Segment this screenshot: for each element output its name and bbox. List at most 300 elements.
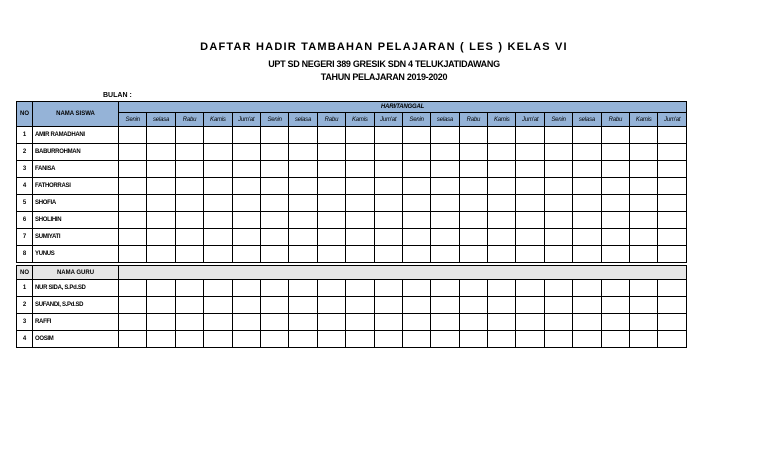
attendance-cell[interactable] xyxy=(317,144,345,161)
attendance-cell[interactable] xyxy=(147,229,175,246)
attendance-cell[interactable] xyxy=(260,144,288,161)
attendance-cell[interactable] xyxy=(119,212,147,229)
attendance-cell[interactable] xyxy=(175,331,203,348)
day-header: Rabu xyxy=(459,113,487,127)
student-number: 2 xyxy=(17,144,33,161)
attendance-cell[interactable] xyxy=(346,195,374,212)
day-header: Rabu xyxy=(175,113,203,127)
attendance-cell[interactable] xyxy=(260,314,288,331)
attendance-cell[interactable] xyxy=(260,229,288,246)
attendance-cell[interactable] xyxy=(232,229,260,246)
attendance-cell[interactable] xyxy=(402,144,430,161)
attendance-cell[interactable] xyxy=(147,212,175,229)
attendance-cell[interactable] xyxy=(147,127,175,144)
attendance-cell[interactable] xyxy=(147,195,175,212)
attendance-cell[interactable] xyxy=(346,331,374,348)
attendance-cell[interactable] xyxy=(175,297,203,314)
student-number: 7 xyxy=(17,229,33,246)
attendance-cell[interactable] xyxy=(402,212,430,229)
attendance-cell[interactable] xyxy=(488,212,516,229)
attendance-cell[interactable] xyxy=(630,280,658,297)
attendance-cell[interactable] xyxy=(317,297,345,314)
day-header: selasa xyxy=(147,113,175,127)
attendance-cell[interactable] xyxy=(346,246,374,263)
attendance-cell[interactable] xyxy=(147,280,175,297)
attendance-cell[interactable] xyxy=(459,161,487,178)
attendance-cell[interactable] xyxy=(317,229,345,246)
attendance-cell[interactable] xyxy=(544,195,572,212)
attendance-cell[interactable] xyxy=(516,331,544,348)
attendance-cell[interactable] xyxy=(204,212,232,229)
attendance-cell[interactable] xyxy=(374,297,402,314)
student-row xyxy=(17,229,687,246)
attendance-cell[interactable] xyxy=(260,178,288,195)
attendance-cell[interactable] xyxy=(346,144,374,161)
attendance-cell[interactable] xyxy=(289,144,317,161)
attendance-cell[interactable] xyxy=(147,297,175,314)
teacher-row xyxy=(17,331,687,348)
attendance-cell[interactable] xyxy=(119,161,147,178)
attendance-cell[interactable] xyxy=(402,280,430,297)
attendance-cell[interactable] xyxy=(658,297,687,314)
attendance-cell[interactable] xyxy=(232,331,260,348)
attendance-cell[interactable] xyxy=(317,195,345,212)
attendance-cell[interactable] xyxy=(289,212,317,229)
attendance-cell[interactable] xyxy=(402,178,430,195)
attendance-cell[interactable] xyxy=(459,331,487,348)
attendance-cell[interactable] xyxy=(544,314,572,331)
attendance-cell[interactable] xyxy=(431,127,459,144)
attendance-cell[interactable] xyxy=(544,161,572,178)
attendance-cell[interactable] xyxy=(516,161,544,178)
school-name: UPT SD NEGERI 389 GRESIK SDN 4 TELUKJATIDAWANG xyxy=(268,59,500,69)
attendance-cell[interactable] xyxy=(204,127,232,144)
attendance-cell[interactable] xyxy=(516,127,544,144)
attendance-cell[interactable] xyxy=(544,297,572,314)
attendance-cell[interactable] xyxy=(601,229,629,246)
attendance-cell[interactable] xyxy=(573,212,601,229)
attendance-cell[interactable] xyxy=(630,195,658,212)
attendance-cell[interactable] xyxy=(260,161,288,178)
attendance-cell[interactable] xyxy=(317,280,345,297)
student-row xyxy=(17,161,687,178)
attendance-cell[interactable] xyxy=(175,280,203,297)
student-name: YUNUS xyxy=(33,246,119,263)
attendance-cell[interactable] xyxy=(119,297,147,314)
attendance-cell[interactable] xyxy=(260,127,288,144)
attendance-cell[interactable] xyxy=(260,297,288,314)
attendance-cell[interactable] xyxy=(459,127,487,144)
attendance-cell[interactable] xyxy=(544,246,572,263)
attendance-cell[interactable] xyxy=(488,331,516,348)
attendance-cell[interactable] xyxy=(346,178,374,195)
student-name-column-header: NAMA SISWA xyxy=(33,102,119,127)
attendance-cell[interactable] xyxy=(147,331,175,348)
attendance-cell[interactable] xyxy=(402,331,430,348)
attendance-cell[interactable] xyxy=(260,280,288,297)
attendance-cell[interactable] xyxy=(317,212,345,229)
attendance-cell[interactable] xyxy=(147,314,175,331)
attendance-cell[interactable] xyxy=(488,144,516,161)
attendance-cell[interactable] xyxy=(431,229,459,246)
attendance-cell[interactable] xyxy=(544,144,572,161)
teacher-name: NUR SIDA, S.Pd.SD xyxy=(33,280,119,297)
attendance-cell[interactable] xyxy=(630,127,658,144)
attendance-cell[interactable] xyxy=(204,314,232,331)
attendance-cell[interactable] xyxy=(459,178,487,195)
attendance-cell[interactable] xyxy=(374,127,402,144)
attendance-cell[interactable] xyxy=(516,314,544,331)
attendance-cell[interactable] xyxy=(601,280,629,297)
attendance-cell[interactable] xyxy=(289,127,317,144)
attendance-cell[interactable] xyxy=(573,280,601,297)
student-name: AMIR RAMADHANI xyxy=(33,127,119,144)
attendance-cell[interactable] xyxy=(374,331,402,348)
attendance-cell[interactable] xyxy=(346,314,374,331)
attendance-cell[interactable] xyxy=(601,178,629,195)
attendance-cell[interactable] xyxy=(431,212,459,229)
attendance-cell[interactable] xyxy=(573,178,601,195)
attendance-cell[interactable] xyxy=(573,229,601,246)
student-name: FANISA xyxy=(33,161,119,178)
attendance-cell[interactable] xyxy=(374,161,402,178)
attendance-cell[interactable] xyxy=(630,229,658,246)
attendance-cell[interactable] xyxy=(204,229,232,246)
attendance-cell[interactable] xyxy=(431,331,459,348)
teacher-number: 1 xyxy=(17,280,33,297)
day-header: Senin xyxy=(119,113,147,127)
attendance-cell[interactable] xyxy=(573,314,601,331)
attendance-cell[interactable] xyxy=(431,314,459,331)
attendance-cell[interactable] xyxy=(374,195,402,212)
attendance-cell[interactable] xyxy=(516,144,544,161)
student-number: 6 xyxy=(17,212,33,229)
attendance-cell[interactable] xyxy=(544,331,572,348)
attendance-cell[interactable] xyxy=(119,246,147,263)
attendance-cell[interactable] xyxy=(147,144,175,161)
attendance-cell[interactable] xyxy=(573,246,601,263)
attendance-cell[interactable] xyxy=(431,161,459,178)
attendance-cell[interactable] xyxy=(459,280,487,297)
teacher-number: 3 xyxy=(17,314,33,331)
attendance-cell[interactable] xyxy=(204,297,232,314)
attendance-cell[interactable] xyxy=(289,246,317,263)
attendance-cell[interactable] xyxy=(658,127,687,144)
student-name: SUMIYATI xyxy=(33,229,119,246)
attendance-cell[interactable] xyxy=(119,331,147,348)
attendance-cell[interactable] xyxy=(402,127,430,144)
attendance-cell[interactable] xyxy=(488,229,516,246)
attendance-cell[interactable] xyxy=(601,195,629,212)
attendance-cell[interactable] xyxy=(516,195,544,212)
attendance-cell[interactable] xyxy=(601,246,629,263)
attendance-cell[interactable] xyxy=(289,229,317,246)
student-name: BABURROHMAN xyxy=(33,144,119,161)
day-header: selasa xyxy=(573,113,601,127)
attendance-cell[interactable] xyxy=(317,127,345,144)
attendance-cell[interactable] xyxy=(431,280,459,297)
attendance-cell[interactable] xyxy=(374,314,402,331)
attendance-cell[interactable] xyxy=(516,280,544,297)
attendance-cell[interactable] xyxy=(516,297,544,314)
attendance-cell[interactable] xyxy=(573,161,601,178)
attendance-cell[interactable] xyxy=(630,331,658,348)
month-label: BULAN : xyxy=(103,92,132,99)
attendance-cell[interactable] xyxy=(573,127,601,144)
attendance-cell[interactable] xyxy=(119,280,147,297)
attendance-cell[interactable] xyxy=(488,127,516,144)
attendance-cell[interactable] xyxy=(402,246,430,263)
attendance-cell[interactable] xyxy=(374,178,402,195)
attendance-cell[interactable] xyxy=(573,297,601,314)
attendance-cell[interactable] xyxy=(544,178,572,195)
attendance-cell[interactable] xyxy=(119,314,147,331)
attendance-cell[interactable] xyxy=(289,297,317,314)
attendance-cell[interactable] xyxy=(601,127,629,144)
attendance-cell[interactable] xyxy=(260,212,288,229)
attendance-cell[interactable] xyxy=(346,212,374,229)
attendance-cell[interactable] xyxy=(232,195,260,212)
attendance-cell[interactable] xyxy=(232,212,260,229)
attendance-cell[interactable] xyxy=(289,178,317,195)
attendance-cell[interactable] xyxy=(175,161,203,178)
day-header: Jum'at xyxy=(374,113,402,127)
teacher-number: 4 xyxy=(17,331,33,348)
attendance-cell[interactable] xyxy=(459,212,487,229)
attendance-cell[interactable] xyxy=(260,246,288,263)
attendance-cell[interactable] xyxy=(544,280,572,297)
attendance-cell[interactable] xyxy=(232,280,260,297)
attendance-cell[interactable] xyxy=(175,229,203,246)
day-header: Jum'at xyxy=(658,113,687,127)
attendance-cell[interactable] xyxy=(630,297,658,314)
attendance-cell[interactable] xyxy=(516,178,544,195)
attendance-cell[interactable] xyxy=(431,297,459,314)
attendance-cell[interactable] xyxy=(346,280,374,297)
day-header: selasa xyxy=(289,113,317,127)
attendance-cell[interactable] xyxy=(260,331,288,348)
attendance-cell[interactable] xyxy=(204,195,232,212)
teacher-row xyxy=(17,297,687,314)
attendance-cell[interactable] xyxy=(232,297,260,314)
attendance-cell[interactable] xyxy=(147,161,175,178)
day-header: Kamis xyxy=(346,113,374,127)
attendance-cell[interactable] xyxy=(601,331,629,348)
attendance-cell[interactable] xyxy=(204,246,232,263)
attendance-cell[interactable] xyxy=(204,178,232,195)
student-row xyxy=(17,246,687,263)
attendance-cell[interactable] xyxy=(402,229,430,246)
attendance-cell[interactable] xyxy=(374,212,402,229)
student-number: 4 xyxy=(17,178,33,195)
attendance-cell[interactable] xyxy=(204,280,232,297)
attendance-cell[interactable] xyxy=(374,144,402,161)
attendance-cell[interactable] xyxy=(147,246,175,263)
attendance-cell[interactable] xyxy=(232,246,260,263)
attendance-cell[interactable] xyxy=(232,314,260,331)
attendance-cell[interactable] xyxy=(317,246,345,263)
attendance-cell[interactable] xyxy=(573,195,601,212)
attendance-cell[interactable] xyxy=(346,229,374,246)
attendance-cell[interactable] xyxy=(658,229,687,246)
student-number: 1 xyxy=(17,127,33,144)
attendance-cell[interactable] xyxy=(232,127,260,144)
attendance-cell[interactable] xyxy=(232,178,260,195)
teacher-header-fill xyxy=(119,266,687,280)
attendance-cell[interactable] xyxy=(317,161,345,178)
attendance-cell[interactable] xyxy=(459,314,487,331)
attendance-cell[interactable] xyxy=(346,297,374,314)
attendance-cell[interactable] xyxy=(459,297,487,314)
student-number: 3 xyxy=(17,161,33,178)
student-row xyxy=(17,212,687,229)
attendance-cell[interactable] xyxy=(175,127,203,144)
student-name: SHOFIA xyxy=(33,195,119,212)
attendance-cell[interactable] xyxy=(374,246,402,263)
attendance-cell[interactable] xyxy=(488,195,516,212)
day-header: Rabu xyxy=(601,113,629,127)
day-header: selasa xyxy=(431,113,459,127)
day-header: Kamis xyxy=(630,113,658,127)
attendance-cell[interactable] xyxy=(402,297,430,314)
attendance-cell[interactable] xyxy=(544,127,572,144)
attendance-cell[interactable] xyxy=(289,331,317,348)
attendance-cell[interactable] xyxy=(175,314,203,331)
student-name: FATHORRASI xyxy=(33,178,119,195)
attendance-cell[interactable] xyxy=(175,246,203,263)
teacher-number: 2 xyxy=(17,297,33,314)
attendance-cell[interactable] xyxy=(289,195,317,212)
attendance-cell[interactable] xyxy=(573,144,601,161)
attendance-cell[interactable] xyxy=(346,127,374,144)
attendance-cell[interactable] xyxy=(601,212,629,229)
teacher-row xyxy=(17,314,687,331)
day-group-header: HARI/TANGGAL xyxy=(119,102,687,113)
attendance-cell[interactable] xyxy=(346,161,374,178)
day-header: Senin xyxy=(544,113,572,127)
teacher-name: SUFANDI, S.Pd.SD xyxy=(33,297,119,314)
document-title: DAFTAR HADIR TAMBAHAN PELAJARAN ( LES ) KELAS VI xyxy=(200,41,568,53)
attendance-cell[interactable] xyxy=(488,297,516,314)
attendance-cell[interactable] xyxy=(516,246,544,263)
attendance-cell[interactable] xyxy=(658,314,687,331)
teacher-row xyxy=(17,280,687,297)
attendance-cell[interactable] xyxy=(374,280,402,297)
attendance-cell[interactable] xyxy=(147,178,175,195)
no-column-header: NO xyxy=(17,102,33,127)
attendance-cell[interactable] xyxy=(119,178,147,195)
attendance-cell[interactable] xyxy=(232,161,260,178)
attendance-cell[interactable] xyxy=(431,246,459,263)
teacher-header-row xyxy=(17,266,687,280)
attendance-cell[interactable] xyxy=(488,246,516,263)
attendance-cell[interactable] xyxy=(459,144,487,161)
day-header: Kamis xyxy=(204,113,232,127)
attendance-cell[interactable] xyxy=(630,212,658,229)
attendance-cell[interactable] xyxy=(204,331,232,348)
attendance-cell[interactable] xyxy=(488,314,516,331)
attendance-cell[interactable] xyxy=(630,144,658,161)
attendance-cell[interactable] xyxy=(289,314,317,331)
attendance-cell[interactable] xyxy=(658,331,687,348)
attendance-cell[interactable] xyxy=(232,144,260,161)
attendance-cell[interactable] xyxy=(175,195,203,212)
attendance-cell[interactable] xyxy=(658,246,687,263)
attendance-cell[interactable] xyxy=(573,331,601,348)
attendance-cell[interactable] xyxy=(630,178,658,195)
header-row-top xyxy=(17,102,687,113)
attendance-cell[interactable] xyxy=(630,314,658,331)
attendance-cell[interactable] xyxy=(431,178,459,195)
student-row xyxy=(17,144,687,161)
teacher-name-column-header: NAMA GURU xyxy=(33,266,119,280)
attendance-cell[interactable] xyxy=(544,212,572,229)
attendance-cell[interactable] xyxy=(658,195,687,212)
attendance-cell[interactable] xyxy=(317,314,345,331)
attendance-cell[interactable] xyxy=(402,314,430,331)
attendance-cell[interactable] xyxy=(289,280,317,297)
attendance-cell[interactable] xyxy=(204,161,232,178)
attendance-cell[interactable] xyxy=(459,229,487,246)
attendance-cell[interactable] xyxy=(175,212,203,229)
attendance-cell[interactable] xyxy=(289,161,317,178)
attendance-cell[interactable] xyxy=(488,178,516,195)
attendance-cell[interactable] xyxy=(601,314,629,331)
attendance-cell[interactable] xyxy=(601,161,629,178)
attendance-cell[interactable] xyxy=(402,195,430,212)
attendance-cell[interactable] xyxy=(516,229,544,246)
attendance-cell[interactable] xyxy=(119,229,147,246)
attendance-cell[interactable] xyxy=(516,212,544,229)
attendance-cell[interactable] xyxy=(431,144,459,161)
attendance-cell[interactable] xyxy=(374,229,402,246)
teacher-name: RAFFI xyxy=(33,314,119,331)
attendance-cell[interactable] xyxy=(658,212,687,229)
attendance-cell[interactable] xyxy=(544,229,572,246)
day-header: Kamis xyxy=(488,113,516,127)
attendance-cell[interactable] xyxy=(119,195,147,212)
attendance-cell[interactable] xyxy=(658,161,687,178)
attendance-cell[interactable] xyxy=(317,331,345,348)
teacher-name: OOSIM xyxy=(33,331,119,348)
attendance-cell[interactable] xyxy=(175,144,203,161)
attendance-cell[interactable] xyxy=(175,178,203,195)
attendance-cell[interactable] xyxy=(601,297,629,314)
attendance-cell[interactable] xyxy=(658,144,687,161)
attendance-cell[interactable] xyxy=(119,127,147,144)
student-row xyxy=(17,127,687,144)
attendance-cell[interactable] xyxy=(431,195,459,212)
attendance-cell[interactable] xyxy=(630,246,658,263)
attendance-cell[interactable] xyxy=(402,161,430,178)
attendance-cell[interactable] xyxy=(204,144,232,161)
day-header: Senin xyxy=(402,113,430,127)
attendance-cell[interactable] xyxy=(658,178,687,195)
student-name: SHOLIHIN xyxy=(33,212,119,229)
teacher-no-column-header: NO xyxy=(17,266,33,280)
attendance-cell[interactable] xyxy=(260,195,288,212)
attendance-cell[interactable] xyxy=(601,144,629,161)
attendance-cell[interactable] xyxy=(630,161,658,178)
attendance-cell[interactable] xyxy=(459,246,487,263)
attendance-cell[interactable] xyxy=(459,195,487,212)
attendance-cell[interactable] xyxy=(488,280,516,297)
attendance-cell[interactable] xyxy=(658,280,687,297)
attendance-cell[interactable] xyxy=(119,144,147,161)
attendance-cell[interactable] xyxy=(317,178,345,195)
day-header: Jum'at xyxy=(232,113,260,127)
attendance-cell[interactable] xyxy=(488,161,516,178)
